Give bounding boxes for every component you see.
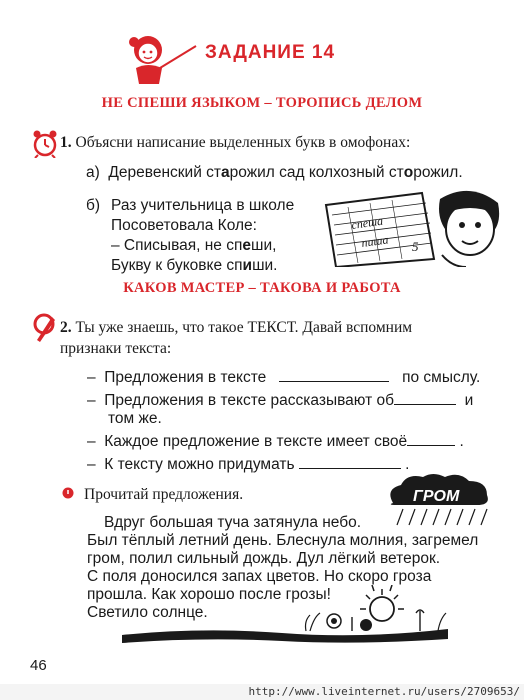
notebook-word-1: спеша bbox=[350, 213, 384, 232]
sign-item-3-end: . bbox=[459, 433, 464, 450]
footer-url[interactable]: http://www.liveinternet.ru/users/2709653/ bbox=[248, 685, 520, 698]
poem-line-4-text-2: ши. bbox=[252, 257, 278, 274]
sign-item-4-end: . bbox=[405, 456, 410, 473]
page-number: 46 bbox=[30, 657, 47, 674]
dash: – bbox=[87, 369, 96, 386]
poem-line-3-text-2: ши, bbox=[251, 237, 277, 254]
text-line-3: гром, полил сильный дождь. Дул лёгкий ветерок. bbox=[87, 550, 441, 567]
sign-item-2-text: Предложения в тексте рассказывают об bbox=[104, 392, 394, 409]
poem-line-1: Раз учительница в школе bbox=[111, 197, 295, 214]
sign-item-4-text: К тексту можно придумать bbox=[104, 456, 295, 473]
notebook-boy-illustration bbox=[322, 185, 502, 267]
q2-prompt bbox=[60, 317, 510, 359]
q2-text-1: Ты уже знаешь, что такое ТЕКСТ. Давай вспомним bbox=[75, 319, 413, 336]
sign-item-1 bbox=[87, 367, 480, 388]
q1-item-a bbox=[86, 163, 463, 183]
item-a-text-1: Деревенский ст bbox=[108, 164, 222, 181]
answer-blank-2[interactable] bbox=[394, 390, 456, 405]
storm-cloud-illustration bbox=[383, 473, 505, 527]
sign-item-1-text: Предложения в тексте bbox=[104, 369, 267, 386]
notebook-word-2: пиша bbox=[360, 232, 390, 250]
read-instruction: Прочитай предложения. bbox=[84, 486, 244, 503]
item-a-text-3: рожил. bbox=[413, 164, 463, 181]
item-a-prefix: а) bbox=[86, 164, 100, 181]
sign-item-3 bbox=[87, 431, 464, 452]
sign-item-2 bbox=[87, 390, 473, 411]
answer-blank-3[interactable] bbox=[407, 431, 455, 446]
poem-line-4-highlight: и bbox=[242, 257, 253, 274]
cloud-word: ГРОМ bbox=[413, 488, 460, 505]
task-title: ЗАДАНИЕ 14 bbox=[205, 42, 336, 63]
section-heading-1: НЕ СПЕШИ ЯЗЫКОМ – ТОРОПИСЬ ДЕЛОМ bbox=[101, 95, 423, 111]
sign-item-1-end: по смыслу. bbox=[402, 369, 481, 386]
pencil-icon bbox=[30, 313, 58, 343]
q1-item-b-prefix: б) bbox=[86, 197, 101, 214]
meadow-sun-illustration bbox=[120, 585, 450, 643]
text-line-6: Светило солнце. bbox=[87, 604, 208, 621]
q2-line-2: признаки текста: bbox=[60, 340, 172, 357]
answer-blank-4[interactable] bbox=[299, 454, 401, 469]
section-heading-2: КАКОВ МАСТЕР – ТАКОВА И РАБОТА bbox=[123, 280, 401, 296]
red-bullet-icon bbox=[62, 486, 74, 498]
q2-line-1 bbox=[60, 317, 510, 338]
notebook-grade: 5 bbox=[412, 239, 419, 254]
sign-item-4 bbox=[87, 454, 409, 475]
dash: – bbox=[87, 433, 96, 450]
poem-line-4-text-1: Букву к буковке сп bbox=[111, 257, 243, 274]
sign-item-2-end: и bbox=[464, 392, 474, 409]
alarm-clock-icon bbox=[30, 128, 60, 158]
poem-line-3-text-1: – Списывая, не сп bbox=[111, 237, 243, 254]
poem-line-4 bbox=[111, 256, 294, 276]
item-a-text-2: рожил сад колхозный ст bbox=[229, 164, 404, 181]
q1-text: Объясни написание выделенных букв в омофонах: bbox=[75, 134, 411, 151]
q1-number: 1. bbox=[60, 134, 72, 151]
sign-item-3-text: Каждое предложение в тексте имеет своё bbox=[104, 433, 408, 450]
text-line-4: С поля доносился запах цветов. Но скоро гроза bbox=[87, 568, 432, 585]
q2-number: 2. bbox=[60, 319, 72, 336]
poem-line-3-highlight: е bbox=[242, 237, 252, 254]
poem-line-3 bbox=[111, 236, 294, 256]
text-line-1: Вдруг большая туча затянула небо. bbox=[104, 514, 362, 531]
q1-item-b bbox=[111, 196, 294, 276]
q1-prompt bbox=[60, 132, 410, 153]
answer-blank-1[interactable] bbox=[279, 367, 389, 382]
item-a-highlight-2: о bbox=[403, 164, 414, 181]
item-a-highlight-1: а bbox=[221, 164, 230, 181]
girl-pointer-illustration bbox=[118, 28, 198, 84]
dash: – bbox=[87, 456, 96, 473]
text-line-2: Был тёплый летний день. Блеснула молния, загремел bbox=[87, 532, 479, 549]
poem-line-2: Посоветовала Коле: bbox=[111, 217, 257, 234]
text-line-5: прошла. Как хорошо после грозы! bbox=[87, 586, 331, 603]
footer-bar bbox=[0, 684, 524, 700]
sign-item-2-continuation: том же. bbox=[108, 410, 162, 427]
dash: – bbox=[87, 392, 96, 409]
